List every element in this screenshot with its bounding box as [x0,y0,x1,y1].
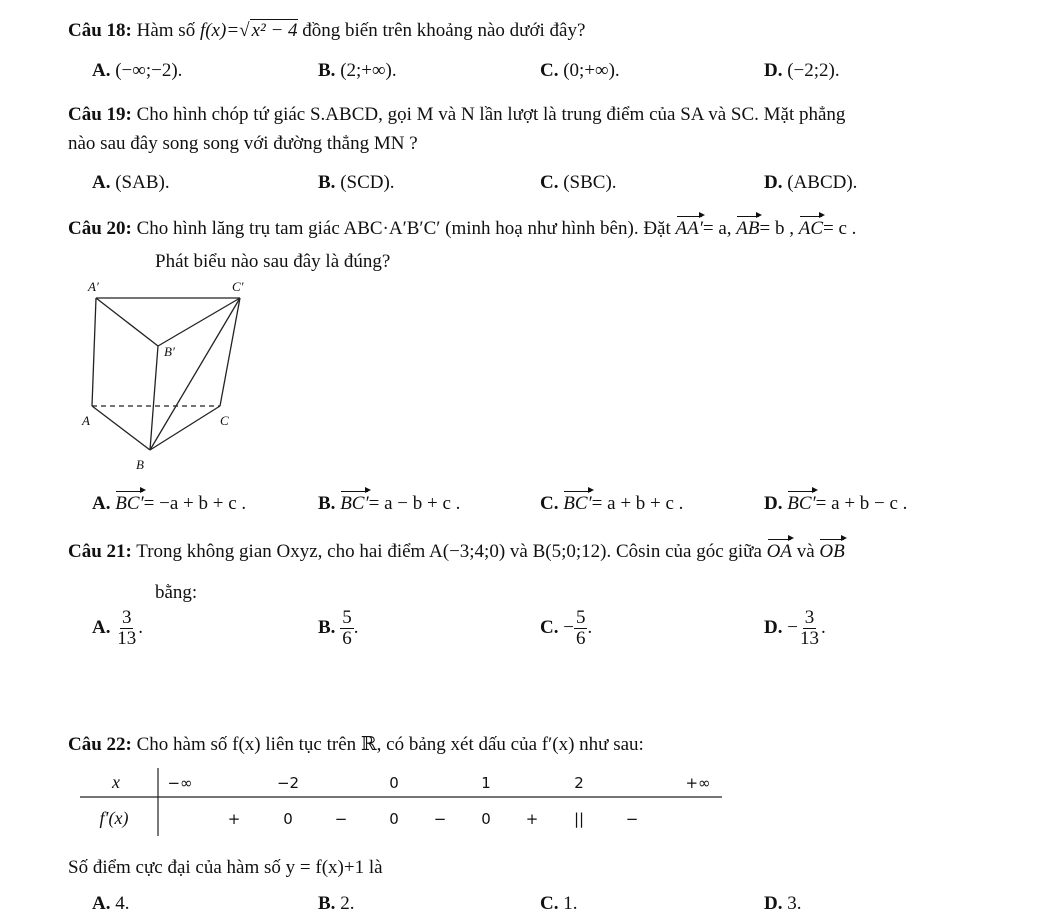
option-label: A. [92,616,111,638]
x-value-pos-inf: +∞ [685,774,711,792]
q20-option-b[interactable] [318,493,460,515]
q21-line1: Trong không gian Oxyz, cho hai điểm A(−3;4;0) và B(5;0;12). Côsin của góc giữa [136,541,762,562]
q22-line1: Cho hàm số f(x) liên tục trên ℝ, có bảng xét dấu của f′(x) như sau: [136,734,644,755]
option-label: D. [764,616,783,638]
q22-stem-line1 [68,733,644,756]
option-value: (ABCD). [787,172,858,193]
option-tail: . [138,616,143,638]
edge-a-b [92,406,150,450]
x-value-2: 2 [574,774,584,792]
vertex-b: B [136,457,144,472]
q21-option-d[interactable] [764,608,826,649]
fraction [798,608,821,649]
q19-option-a[interactable] [92,172,170,194]
option-value: 1. [563,893,578,914]
edge-b-prime-c-prime [158,298,240,346]
sign-zero: 0 [389,810,399,828]
edge-a-prime-b-prime [96,298,158,346]
edge-b-c [150,406,220,450]
x-value-neg-inf: −∞ [167,774,193,792]
vector-bc-prime: BC′ [563,493,592,514]
vector-aa-prime: AA′ [675,218,703,239]
q18-radicand: x² − 4 [251,20,298,41]
q18-text-post: đồng biến trên khoảng nào dưới đây? [302,20,586,41]
option-value: (SCD). [340,172,395,193]
vector-bc-prime: BC′ [115,493,144,514]
denominator: 13 [117,627,137,649]
vertex-a: A [82,413,90,428]
q20-label: Câu 20: [68,218,132,239]
sqrt-icon: √ [239,20,250,41]
q19-option-d[interactable] [764,172,857,194]
q18-option-b[interactable] [318,60,397,82]
q21-line2: bằng: [155,582,198,603]
option-label: B. [318,616,336,638]
q18-label: Câu 18: [68,20,132,41]
q21-option-a[interactable] [92,608,143,649]
edge-b-prime-b [150,346,158,450]
vertex-b-prime: B′ [164,344,175,359]
fraction [574,608,588,649]
sign-minus: − [433,810,447,828]
q18-option-c[interactable] [540,60,620,82]
option-label: A. [92,60,111,81]
q20-line2: Phát biểu nào sau đây là đúng? [155,251,391,272]
q20-option-a[interactable] [92,493,246,515]
option-label: D. [764,172,783,193]
q19-line1: Cho hình chóp tứ giác S.ABCD, gọi M và N lần lượt là trung điểm của SA và SC. Mặt phẳng [136,104,846,125]
sign-undefined: || [573,810,585,828]
vector-ab: AB [736,218,760,239]
option-label: A. [92,893,111,914]
sign-minus: − [334,810,348,828]
q21-option-b[interactable] [318,608,358,649]
option-value: (SBC). [563,172,617,193]
q20-eq-c: = c . [823,218,857,239]
option-value: (−∞;−2). [115,60,183,81]
q20-line1-pre: Cho hình lăng trụ tam giác ABC·A′B′C′ (minh hoạ như hình bên). Đặt [136,218,671,239]
q20-eq-a: = a, [702,218,732,239]
option-label: C. [540,60,559,81]
denominator: 6 [575,627,586,649]
prism-figure [70,276,270,476]
vector-ob: OB [819,541,845,562]
q19-label: Câu 19: [68,104,132,125]
vertex-c-prime: C′ [232,279,244,294]
x-value-neg2: −2 [276,774,300,792]
option-label: B. [318,493,336,514]
option-tail: . [587,616,593,638]
q20-stem-line1 [68,218,856,240]
q19-stem-line1 [68,104,845,126]
q21-stem-line1 [68,541,845,563]
fraction [115,608,138,649]
option-sign: − [563,616,574,638]
x-value-1: 1 [481,774,491,792]
option-rhs: = a + b − c . [815,493,908,514]
q19-line2: nào sau đây song song với đường thẳng MN ? [68,133,418,154]
q22-option-d[interactable] [764,893,801,915]
q21-option-c[interactable] [540,608,592,649]
q18-option-d[interactable] [764,60,840,82]
option-value: (−2;2). [787,60,840,81]
fraction [340,608,354,649]
numerator: 3 [804,607,815,628]
option-value: (2;+∞). [340,60,397,81]
q20-option-c[interactable] [540,493,683,515]
q18-option-a[interactable] [92,60,182,82]
option-value: 3. [787,893,802,914]
q19-option-b[interactable] [318,172,395,194]
option-label: A. [92,493,111,514]
sign-plus: + [227,810,241,828]
sign-zero: 0 [481,810,491,828]
q18-stem [68,20,585,42]
option-label: C. [540,172,559,193]
q22-label: Câu 22: [68,734,132,755]
table-x-label: x [112,772,120,792]
q19-option-c[interactable] [540,172,617,194]
q22-option-c[interactable] [540,893,577,915]
q18-fx: f(x)= [199,20,240,41]
option-value: 4. [115,893,130,914]
option-value: (0;+∞). [563,60,620,81]
option-value: (SAB). [115,172,170,193]
numerator: 5 [575,607,586,628]
q21-label: Câu 21: [68,541,132,562]
option-label: D. [764,493,783,514]
q21-and: và [796,541,815,562]
sign-zero: 0 [283,810,293,828]
option-tail: . [353,616,359,638]
option-tail: . [820,616,826,638]
option-label: D. [764,60,783,81]
sign-table [76,766,726,838]
numerator: 3 [121,607,132,628]
option-label: C. [540,616,559,638]
sign-minus: − [625,810,639,828]
option-rhs: = a − b + c . [368,493,461,514]
vector-bc-prime: BC′ [340,493,369,514]
option-label: C. [540,893,559,914]
vector-bc-prime: BC′ [787,493,816,514]
q22-option-a[interactable] [92,893,129,915]
vertex-a-prime: A′ [88,279,99,294]
option-label: D. [764,893,783,914]
denominator: 6 [342,627,352,649]
q22-option-b[interactable] [318,893,354,915]
q20-eq-b: = b , [759,218,794,239]
option-rhs: = −a + b + c . [143,493,247,514]
sign-plus: + [525,810,539,828]
vector-oa: OA [766,541,792,562]
option-sign: − [787,616,798,638]
denominator: 13 [799,627,819,649]
vertex-c: C [220,413,229,428]
table-fprime-label: f′(x) [99,808,129,828]
option-label: B. [318,893,336,914]
option-label: B. [318,172,336,193]
q18-text-pre: Hàm số [136,20,196,41]
q20-option-d[interactable] [764,493,907,515]
vector-ac: AC [798,218,823,239]
edge-a-prime-a [92,298,96,406]
x-value-0: 0 [389,774,399,792]
option-label: A. [92,172,111,193]
option-label: C. [540,493,559,514]
option-rhs: = a + b + c . [591,493,684,514]
q22-question: Số điểm cực đại của hàm số y = f(x)+1 là [68,857,383,878]
numerator: 5 [342,607,352,628]
option-value: 2. [340,893,355,914]
option-label: B. [318,60,336,81]
